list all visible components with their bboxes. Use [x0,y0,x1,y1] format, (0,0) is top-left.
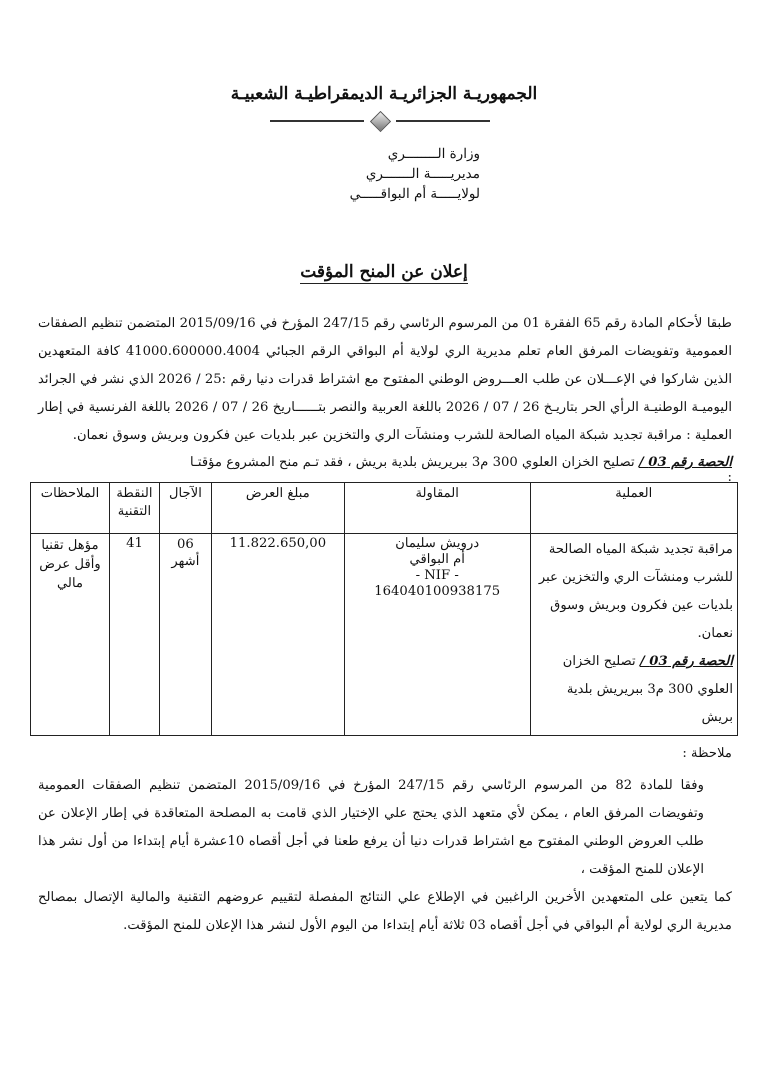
header-contractor: المقاولة [344,483,530,534]
header-deadline: الآجال [159,483,211,534]
table-row [31,534,738,736]
directorate-line: مديريـــــة الـــــــري [365,166,480,182]
ornamental-divider [270,113,490,129]
diamond-ornament-icon [370,111,391,132]
cell-deadline: 06 أشهر [159,534,211,736]
announcement-title-text: إعلان عن المنح المؤقت [300,262,468,282]
lot-text: تصليح الخزان العلوي 300 م3 ببريريش بلدية بريش ، فقد تـم منح المشروع مؤقتـا : [189,455,732,485]
contractor-nif: 164040100938175 [374,584,501,599]
cell-operation [530,534,737,736]
note-heading: ملاحظة : [682,746,732,761]
intro-paragraph: طبقا لأحكام المادة رقم 65 الفقرة 01 من المرسوم الرئاسي رقم 247/15 المؤرخ في 2015/09/16 المتضمن تنظيم الصفقات العمومية وتفويضات المرفق العام تعلم مديرية الري لولاية أم البواقي الرقم الجبائي 41000.600000.4004 كافة المتعهدين الذين شاركوا في الإعـــلان عن طلب العـــروض الوطني المفتوح مع اشتراط قدرات دنيا رقم :25 / 2026 الذي نشر في الجرائد اليوميـة الوطنيـة الرأي الحر بتاريـخ 26 / 07 / 2026 باللغة العربية والنصر بتــــــاريخ 26 / 07 / 2026 باللغة الفرنسية في إطار العملية : مراقبة تجديد شبكة المياه الصالحة للشرب ومنشآت الري والتخزين عبر بلديات عين فكرون وبريش وسوق نعمان. [38,316,733,443]
header-remarks: الملاحظات [31,483,110,534]
operation-lot-text: تصليح الخزان العلوي 300 م3 ببريريش بلدية بريش [562,654,733,725]
wilaya-line: لولايـــــة أم البواقـــــي [349,186,480,202]
lot-label: الحصة رقم 03 / [638,455,732,470]
table-header-row [31,483,738,534]
cell-technical-score: 41 [109,534,159,736]
divider-line-right [396,120,490,122]
contractor-name: درويش سليمان [395,536,480,551]
award-table [30,482,738,736]
header-bid-amount: مبلغ العرض [211,483,344,534]
cell-contractor [344,534,530,736]
cell-remarks: مؤهل تقنيا وأقل عرض مالي [31,534,110,736]
lot-line [190,455,732,485]
republic-heading: الجمهوريـة الجزائريـة الديمقراطيـة الشعبيـة [230,84,538,104]
announcement-title [0,262,768,282]
divider-line-left [270,120,364,122]
ministry-line: وزارة الــــــــري [387,146,480,162]
header-operation: العملية [530,483,737,534]
operation-lot [535,648,733,732]
contractor-city: أم البواقي [409,552,465,567]
operation-text: مراقبة تجديد شبكة المياه الصالحة للشرب ومنشآت الري والتخزين عبر بلديات عين فكرون وبريش وسوق نعمان. [538,542,733,641]
note-paragraph-1: وفقا للمادة 82 من المرسوم الرئاسي رقم 247/15 المؤرخ في 2015/09/16 المتضمن تنظيم الصفقات العمومية وتفويضات المرفق العام ، يمكن لأي متعهد الذي يحتج علي الإختيار الذي قامت به المصلحة المتعاقدة في إطار الإعلان عن طلب العروض الوطني المفتوح مع اشتراط قدرات دنيا أن يرفع طعنا في أجل أقصاه 10عشرة أيام إبتداءا من أول نشر هذا الإعلان للمنح المؤقت ، [38,778,704,877]
operation-lot-label: الحصة رقم 03 / [639,654,733,669]
cell-bid-amount: 11.822.650,00 [211,534,344,736]
header-technical-score: النقطة التقنية [109,483,159,534]
contractor-nif-label: - NIF - [415,568,459,583]
note-paragraphs [38,772,732,940]
note-paragraph-2: كما يتعين على المتعهدين الأخرين الراغبين في الإطلاع علي النتائج المفصلة لتقييم عروضهم التقنية والمالية الإتصال بمصالح مديرية الري لولاية أم البواقي في أجل أقصاه 03 ثلاثة أيام إبتداءا من اليوم الأول لنشر هذا الإعلان للمنح المؤقت. [38,890,732,933]
